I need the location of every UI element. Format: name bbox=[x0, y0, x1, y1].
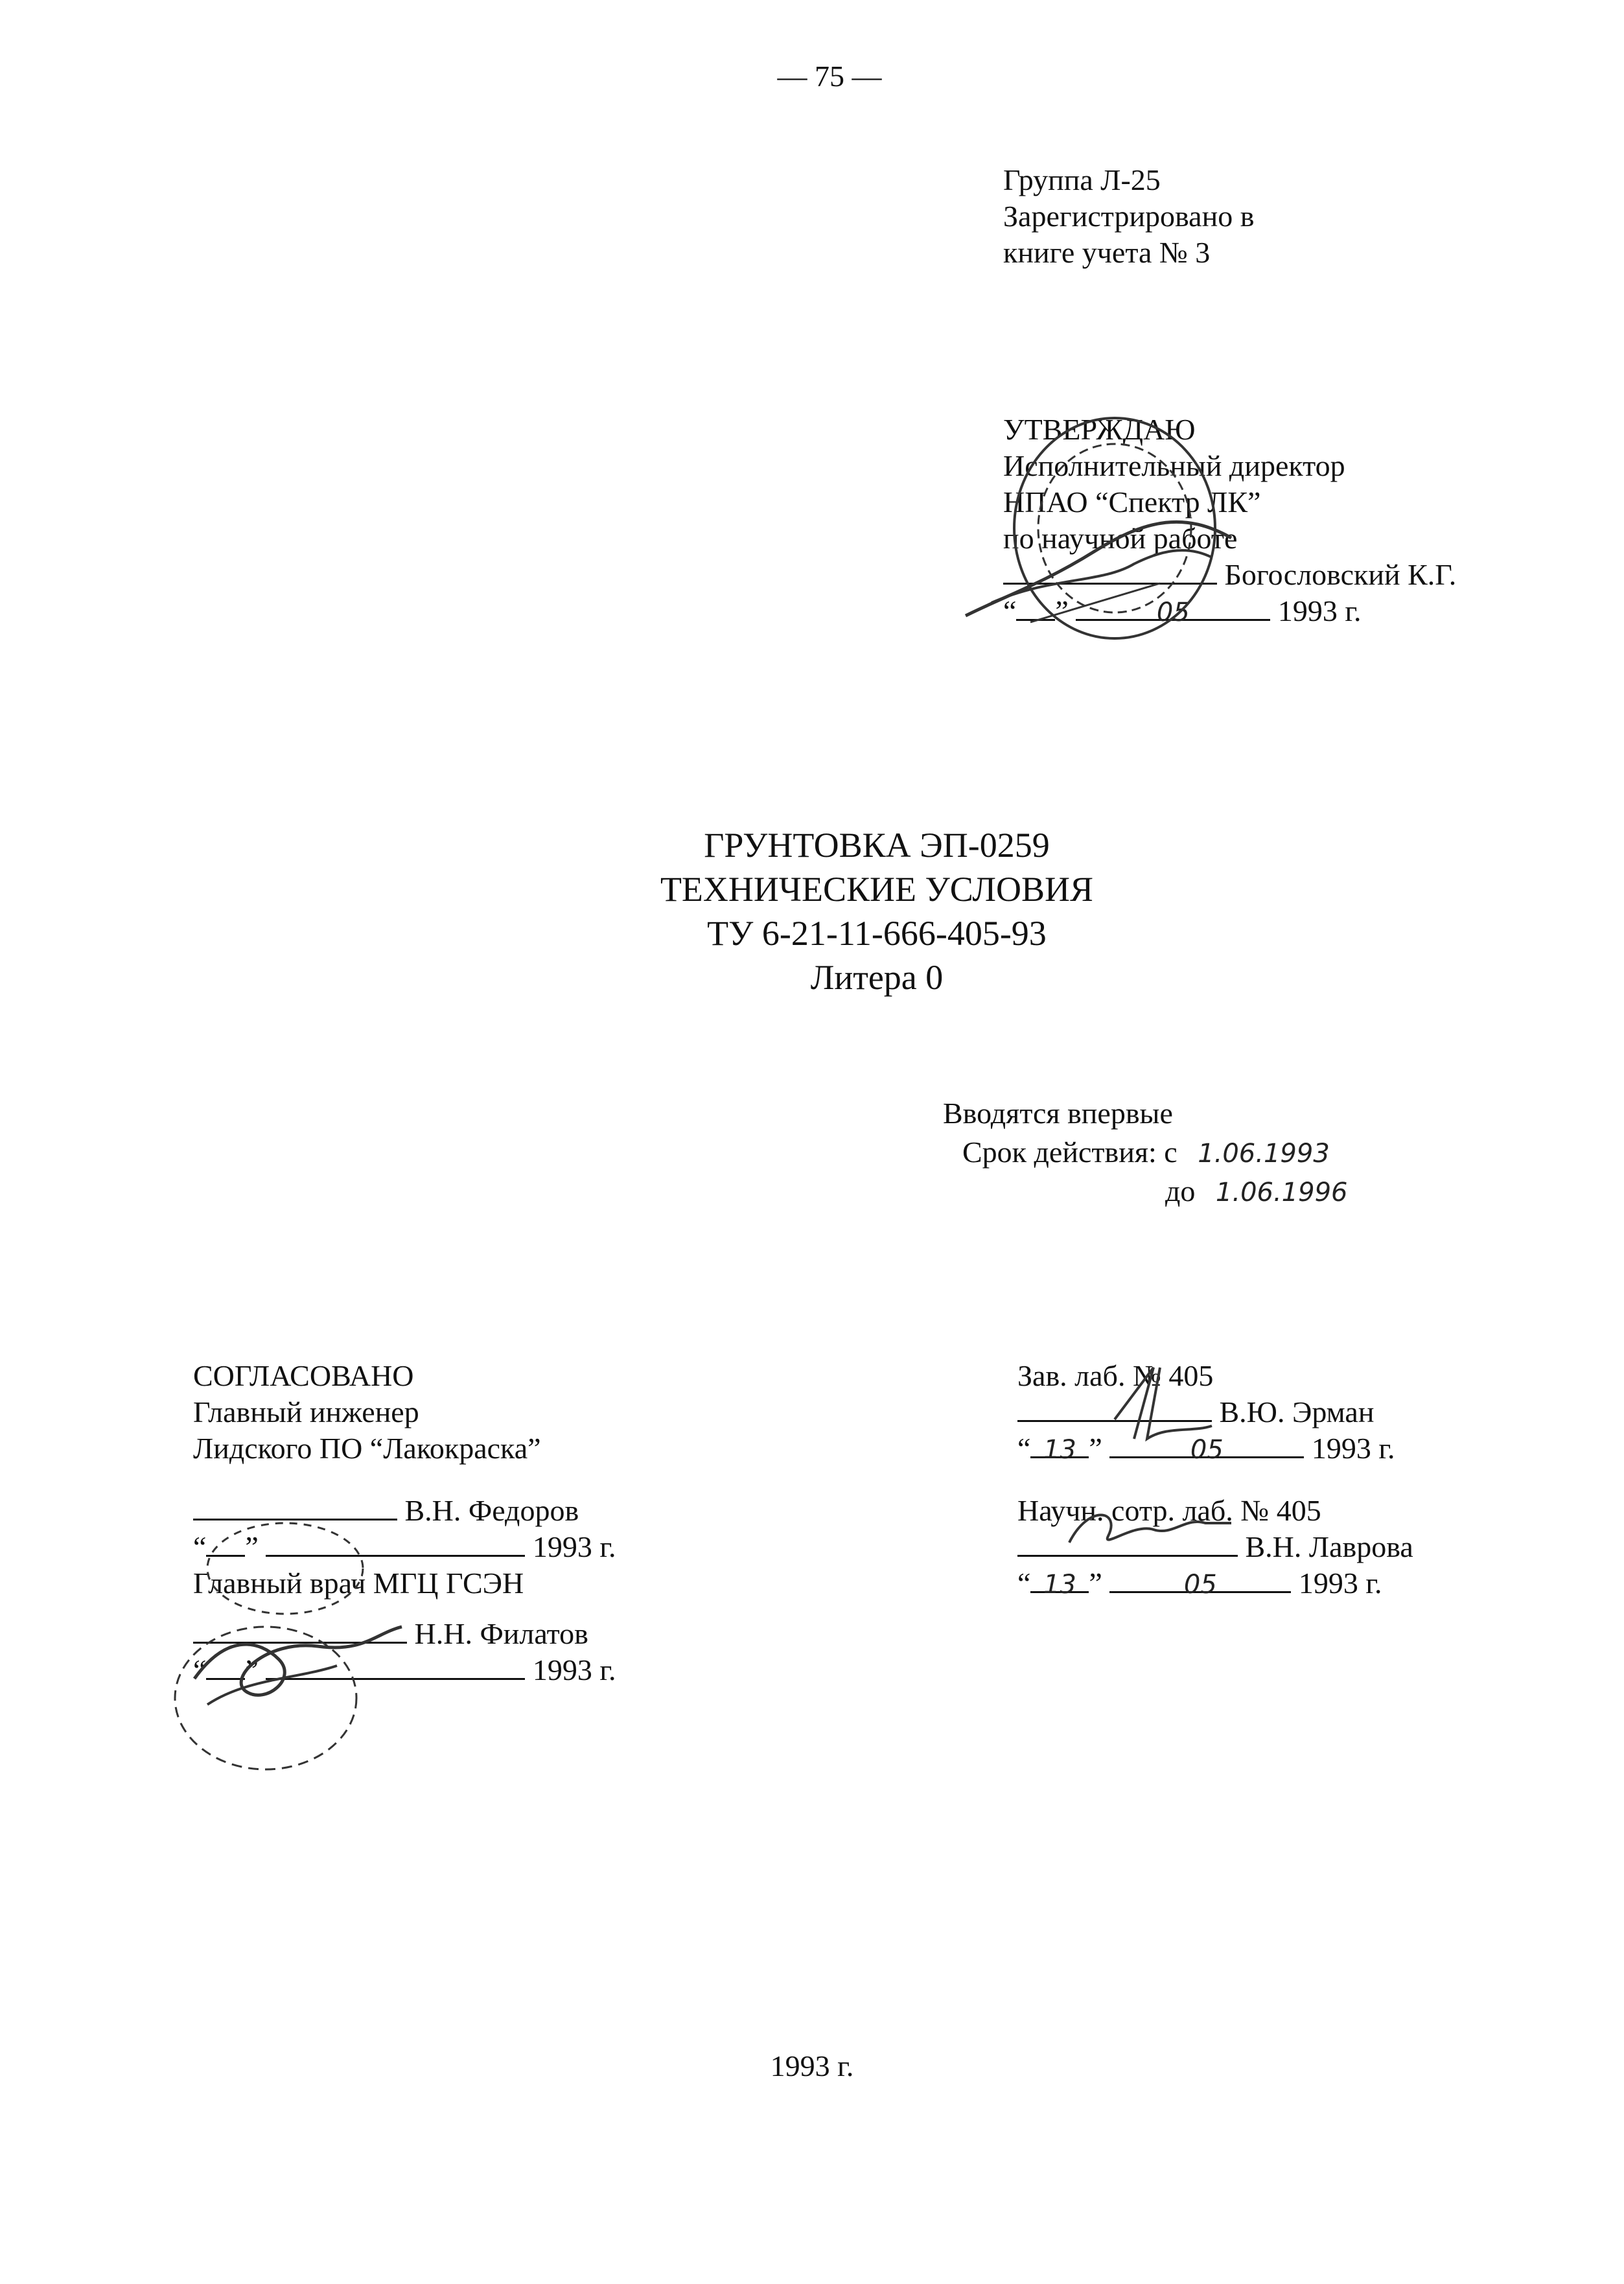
quote-close: ” bbox=[245, 1653, 259, 1686]
quote-close: ” bbox=[1055, 594, 1069, 627]
approval-heading: УТВЕРЖДАЮ bbox=[1003, 413, 1196, 446]
page-number: — 75 — bbox=[777, 60, 882, 93]
quote-close: ” bbox=[1089, 1567, 1102, 1600]
approval-year: 1993 г. bbox=[1277, 594, 1362, 627]
lab-researcher-label: Научн. сотр. лаб. № 405 bbox=[1017, 1494, 1321, 1527]
validity-from-line bbox=[943, 1134, 1347, 1173]
quote-open: “ bbox=[193, 1653, 207, 1686]
validity-from-date: 1.06.1993 bbox=[1198, 1139, 1330, 1169]
lab-researcher-day: 13 bbox=[1043, 1570, 1076, 1600]
lab-head-month: 05 bbox=[1190, 1435, 1224, 1465]
agreed-heading: СОГЛАСОВАНО bbox=[193, 1359, 414, 1392]
agreed-signer2: Н.Н. Филатов bbox=[414, 1617, 588, 1650]
lab-head-label: Зав. лаб. № 405 bbox=[1017, 1359, 1214, 1392]
document-title bbox=[520, 824, 1233, 1001]
agreed-year1: 1993 г. bbox=[532, 1530, 616, 1563]
agreed-position2: Главный врач МГЦ ГСЭН bbox=[193, 1567, 524, 1600]
quote-close: ” bbox=[1089, 1432, 1102, 1465]
approval-position-line3: по научной работе bbox=[1003, 522, 1238, 555]
registration-line2: книге учета № 3 bbox=[1003, 236, 1211, 269]
validity-to-date: 1.06.1996 bbox=[1215, 1178, 1348, 1207]
registration-block bbox=[1003, 162, 1254, 271]
quote-open: “ bbox=[1017, 1567, 1031, 1600]
footer-year: 1993 г. bbox=[770, 2049, 854, 2082]
quote-close: ” bbox=[245, 1530, 259, 1563]
title-code: ТУ 6-21-11-666-405-93 bbox=[707, 914, 1047, 953]
registration-line1: Зарегистрировано в bbox=[1003, 200, 1255, 233]
quote-open: “ bbox=[193, 1530, 207, 1563]
agreed-position-line2: Лидского ПО “Лакокраска” bbox=[193, 1432, 541, 1465]
approval-signer: Богословский К.Г. bbox=[1224, 558, 1457, 591]
lab-researcher-signer: В.Н. Лаврова bbox=[1245, 1530, 1413, 1563]
approval-stamp bbox=[953, 389, 1277, 661]
validity-block bbox=[943, 1095, 1347, 1212]
lab-researcher-month: 05 bbox=[1183, 1570, 1217, 1600]
title-type: ТЕХНИЧЕСКИЕ УСЛОВИЯ bbox=[660, 870, 1094, 909]
validity-from-label: Срок действия: с bbox=[962, 1136, 1177, 1169]
approval-position-line1: Исполнительный директор bbox=[1003, 449, 1345, 482]
validity-to-line bbox=[943, 1173, 1347, 1212]
agreed-stamp bbox=[168, 1484, 441, 1782]
lab-head-day: 13 bbox=[1043, 1435, 1076, 1465]
quote-open: “ bbox=[1017, 1432, 1031, 1465]
registration-group: Группа Л-25 bbox=[1003, 163, 1161, 196]
lab-signatures bbox=[1063, 1329, 1335, 1601]
lab-researcher-year: 1993 г. bbox=[1298, 1567, 1382, 1600]
title-product: ГРУНТОВКА ЭП-0259 bbox=[704, 826, 1050, 865]
agreed-position-line1: Главный инженер bbox=[193, 1395, 419, 1428]
approval-month: 05 bbox=[1156, 598, 1190, 627]
agreed-year2: 1993 г. bbox=[532, 1653, 616, 1686]
quote-open: “ bbox=[1003, 594, 1017, 627]
validity-introduced: Вводятся впервые bbox=[943, 1097, 1173, 1130]
lab-head-signer: В.Ю. Эрман bbox=[1219, 1395, 1375, 1428]
validity-to-label: до bbox=[1165, 1174, 1196, 1207]
title-litera: Литера 0 bbox=[810, 958, 944, 997]
approval-position-line2: НПАО “Спектр ЛК” bbox=[1003, 485, 1261, 519]
lab-head-year: 1993 г. bbox=[1311, 1432, 1395, 1465]
agreed-signer1: В.Н. Федоров bbox=[404, 1494, 579, 1527]
